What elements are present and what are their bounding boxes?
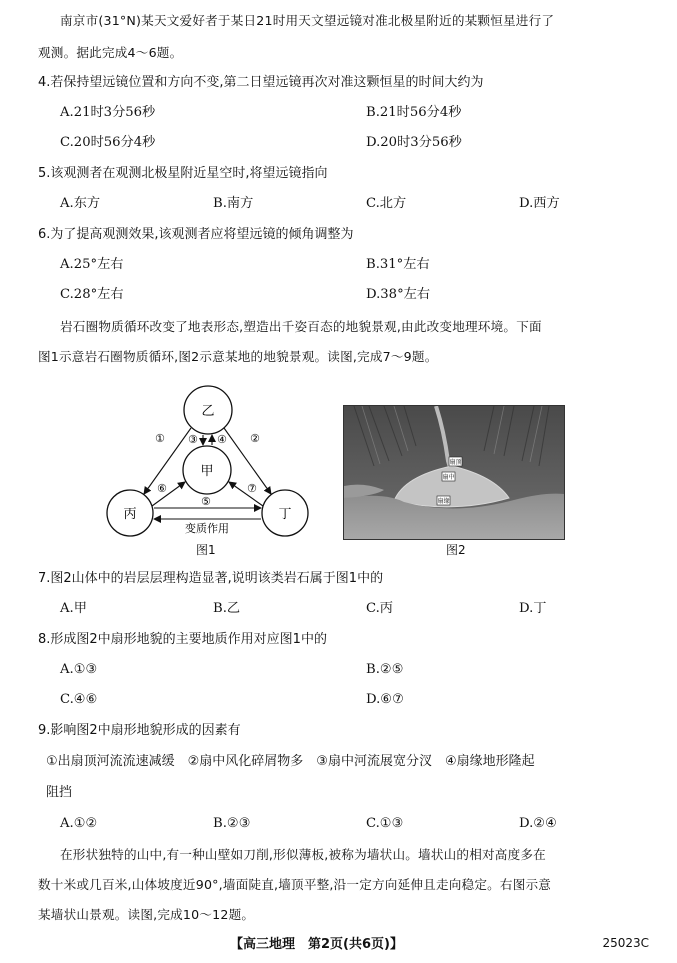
node-left-label: 丙 [123,507,137,522]
metamorphism-label: 变质作用 [185,522,229,535]
arrow-5-label: ⑤ [201,495,211,508]
figure2-caption: 图2 [446,543,466,557]
node-center-label: 甲 [200,464,214,479]
intro-10-12-line2: 数十米或几百米,山体坡度近90°,墙面陡直,墙顶平整,沿一定方向延伸且走向稳定。右图示意 [38,877,552,892]
q6-option-b[interactable]: B.31°左右 [366,257,430,272]
q8-option-d[interactable]: D.⑥⑦ [366,692,404,707]
intro-4-6-line2: 观测。据此完成4～6题。 [38,45,183,60]
intro-10-12-line3: 某墙状山景观。读图,完成10～12题。 [38,907,255,922]
arrow-7 [229,482,263,506]
arrow-1-label: ① [155,432,165,445]
q6-option-d[interactable]: D.38°左右 [366,287,431,302]
fan-apex-label: 扇顶 [449,459,462,466]
alluvial-fan-photo-image [344,406,564,539]
intro-7-9-line2: 图1示意岩石圈物质循环,图2示意某地的地貌景观。读图,完成7～9题。 [38,349,438,364]
arrow-1 [144,428,191,494]
arrow-6-label: ⑥ [157,482,167,495]
q7-option-a[interactable]: A.甲 [60,601,87,616]
q4-option-a[interactable]: A.21时3分56秒 [60,105,156,120]
fan-middle-label: 扇中 [442,474,455,481]
arrow-2-label: ② [250,432,260,445]
q5-option-c[interactable]: C.北方 [366,196,407,211]
node-top-label: 乙 [201,404,215,419]
q5-stem: 5.该观测者在观测北极星附近星空时,将望远镜指向 [38,166,328,181]
q8-stem: 8.形成图2中扇形地貌的主要地质作用对应图1中的 [38,632,327,647]
q8-option-c[interactable]: C.④⑥ [60,692,98,707]
q7-option-c[interactable]: C.丙 [366,601,393,616]
q4-option-d[interactable]: D.20时3分56秒 [366,135,462,150]
q9-stem: 9.影响图2中扇形地貌形成的因素有 [38,723,241,738]
q5-option-a[interactable]: A.东方 [60,196,101,211]
q5-option-d[interactable]: D.西方 [519,196,560,211]
q4-option-b[interactable]: B.21时56分4秒 [366,105,462,120]
q7-option-b[interactable]: B.乙 [213,601,241,616]
arrow-4-label: ④ [217,433,227,446]
rock-cycle-diagram [100,380,310,555]
q4-stem: 4.若保持望远镜位置和方向不变,第二日望远镜再次对准这颗恒星的时间大约为 [38,75,484,90]
q9-option-c[interactable]: C.①③ [366,816,404,831]
fan-edge-label: 扇缘 [437,498,450,505]
q6-stem: 6.为了提高观测效果,该观测者应将望远镜的倾角调整为 [38,227,354,242]
alluvial-fan-photo [343,405,565,540]
q6-option-a[interactable]: A.25°左右 [60,257,124,272]
q8-option-b[interactable]: B.②⑤ [366,662,404,677]
exam-code: 25023C [602,936,649,950]
arrow-7-label: ⑦ [247,482,257,495]
q9-option-a[interactable]: A.①② [60,816,98,831]
q9-factors: ①出扇顶河流流速减缓 ②扇中风化碎屑物多 ③扇中河流展宽分汊 ④扇缘地形隆起 [46,754,535,769]
intro-7-9-line1: 岩石圈物质循环改变了地表形态,塑造出千姿百态的地貌景观,由此改变地理环境。下面 [60,319,542,334]
q5-option-b[interactable]: B.南方 [213,196,254,211]
q4-option-c[interactable]: C.20时56分4秒 [60,135,156,150]
q8-option-a[interactable]: A.①③ [60,662,98,677]
q9-factors-cont: 阻挡 [46,785,73,800]
arrow-3-label: ③ [188,433,198,446]
q6-option-c[interactable]: C.28°左右 [60,287,124,302]
q9-option-b[interactable]: B.②③ [213,816,251,831]
node-right-label: 丁 [278,507,292,522]
q7-stem: 7.图2山体中的岩层层理构造显著,说明该类岩石属于图1中的 [38,571,384,586]
intro-4-6-line1: 南京市(31°N)某天文爱好者于某日21时用天文望远镜对准北极星附近的某颗恒星进行了 [60,13,555,28]
figure1-caption: 图1 [196,543,216,557]
q7-option-d[interactable]: D.丁 [519,601,547,616]
page-footer: 【高三地理 第2页(共6页)】 [230,937,403,952]
intro-10-12-line1: 在形状独特的山中,有一种山壁如刀削,形似薄板,被称为墙状山。墙状山的相对高度多在 [60,847,546,862]
q9-option-d[interactable]: D.②④ [519,816,557,831]
